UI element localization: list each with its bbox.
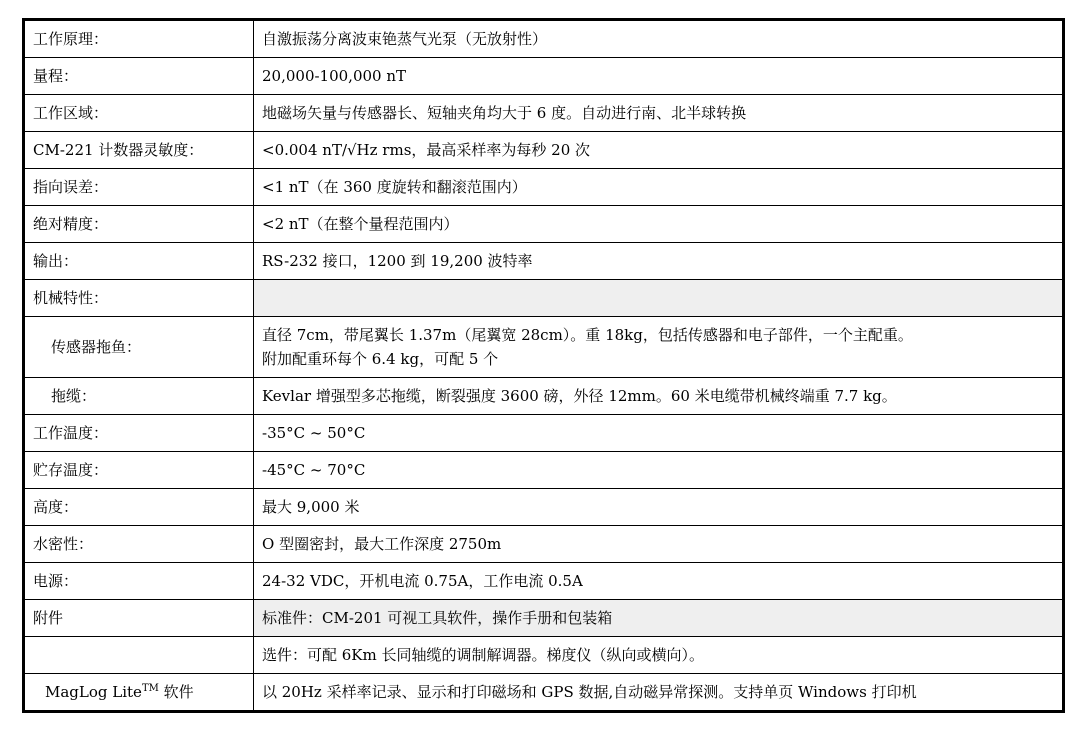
row-value: 24-32 VDC，开机电流 0.75A，工作电流 0.5A [254, 563, 1064, 600]
table-row [24, 526, 1064, 563]
row-value-line: 附加配重环每个 6.4 kg，可配 5 个 [262, 350, 499, 368]
row-label: 附件 [24, 600, 254, 637]
row-label [24, 637, 254, 674]
row-value: 标准件：CM-201 可视工具软件，操作手册和包装箱 [254, 600, 1064, 637]
row-label: 电源： [24, 563, 254, 600]
table-row [24, 243, 1064, 280]
row-label: 输出： [24, 243, 254, 280]
row-label: 高度： [24, 489, 254, 526]
row-value [254, 317, 1064, 378]
table-row [24, 378, 1064, 415]
row-label: 绝对精度： [24, 206, 254, 243]
row-value: -35°C ~ 50°C [254, 415, 1064, 452]
row-value: 选件：可配 6Km 长同轴缆的调制解调器。梯度仪（纵向或横向）。 [254, 637, 1064, 674]
row-label: 传感器拖鱼： [24, 317, 254, 378]
table-row [24, 489, 1064, 526]
row-label: 贮存温度： [24, 452, 254, 489]
table-row [24, 20, 1064, 58]
table-row [24, 317, 1064, 378]
table-row [24, 415, 1064, 452]
table-row [24, 563, 1064, 600]
row-value-empty [254, 280, 1064, 317]
table-row [24, 600, 1064, 637]
row-value: <1 nT（在 360 度旋转和翻滚范围内） [254, 169, 1064, 206]
software-name: MagLog Lite [45, 683, 142, 701]
spec-table [22, 18, 1065, 713]
row-value: <2 nT（在整个量程范围内） [254, 206, 1064, 243]
row-value: 地磁场矢量与传感器长、短轴夹角均大于 6 度。自动进行南、北半球转换 [254, 95, 1064, 132]
table-row [24, 452, 1064, 489]
table-row [24, 132, 1064, 169]
row-value: 自激振荡分离波束铯蒸气光泵（无放射性） [254, 20, 1064, 58]
table-row [24, 674, 1064, 712]
row-value: <0.004 nT/√Hz rms，最高采样率为每秒 20 次 [254, 132, 1064, 169]
trademark-mark: TM [141, 683, 159, 694]
table-row [24, 169, 1064, 206]
table-row [24, 206, 1064, 243]
row-label: 工作原理： [24, 20, 254, 58]
row-value: 最大 9,000 米 [254, 489, 1064, 526]
row-value: RS-232 接口，1200 到 19,200 波特率 [254, 243, 1064, 280]
table-row [24, 95, 1064, 132]
row-value-line: 直径 7cm，带尾翼长 1.37m（尾翼宽 28cm）。重 18kg，包括传感器和电子部件，一个主配重。 [262, 326, 913, 344]
table-row [24, 637, 1064, 674]
row-label: 机械特性： [24, 280, 254, 317]
row-label: CM-221 计数器灵敏度： [24, 132, 254, 169]
software-suffix: 软件 [158, 683, 194, 701]
row-label: 水密性： [24, 526, 254, 563]
table-row [24, 280, 1064, 317]
table-row [24, 58, 1064, 95]
row-value: -45°C ~ 70°C [254, 452, 1064, 489]
row-value: Kevlar 增强型多芯拖缆，断裂强度 3600 磅，外径 12mm。60 米电缆带机械终端重 7.7 kg。 [254, 378, 1064, 415]
row-label: 工作温度： [24, 415, 254, 452]
row-value: 以 20Hz 采样率记录、显示和打印磁场和 GPS 数据,自动磁异常探测。支持单页 Windows 打印机 [254, 674, 1064, 712]
row-label: 量程： [24, 58, 254, 95]
row-label: 工作区域： [24, 95, 254, 132]
row-label: 拖缆： [24, 378, 254, 415]
row-value: O 型圈密封，最大工作深度 2750m [254, 526, 1064, 563]
row-label: 指向误差： [24, 169, 254, 206]
row-label [24, 674, 254, 712]
row-value: 20,000-100,000 nT [254, 58, 1064, 95]
